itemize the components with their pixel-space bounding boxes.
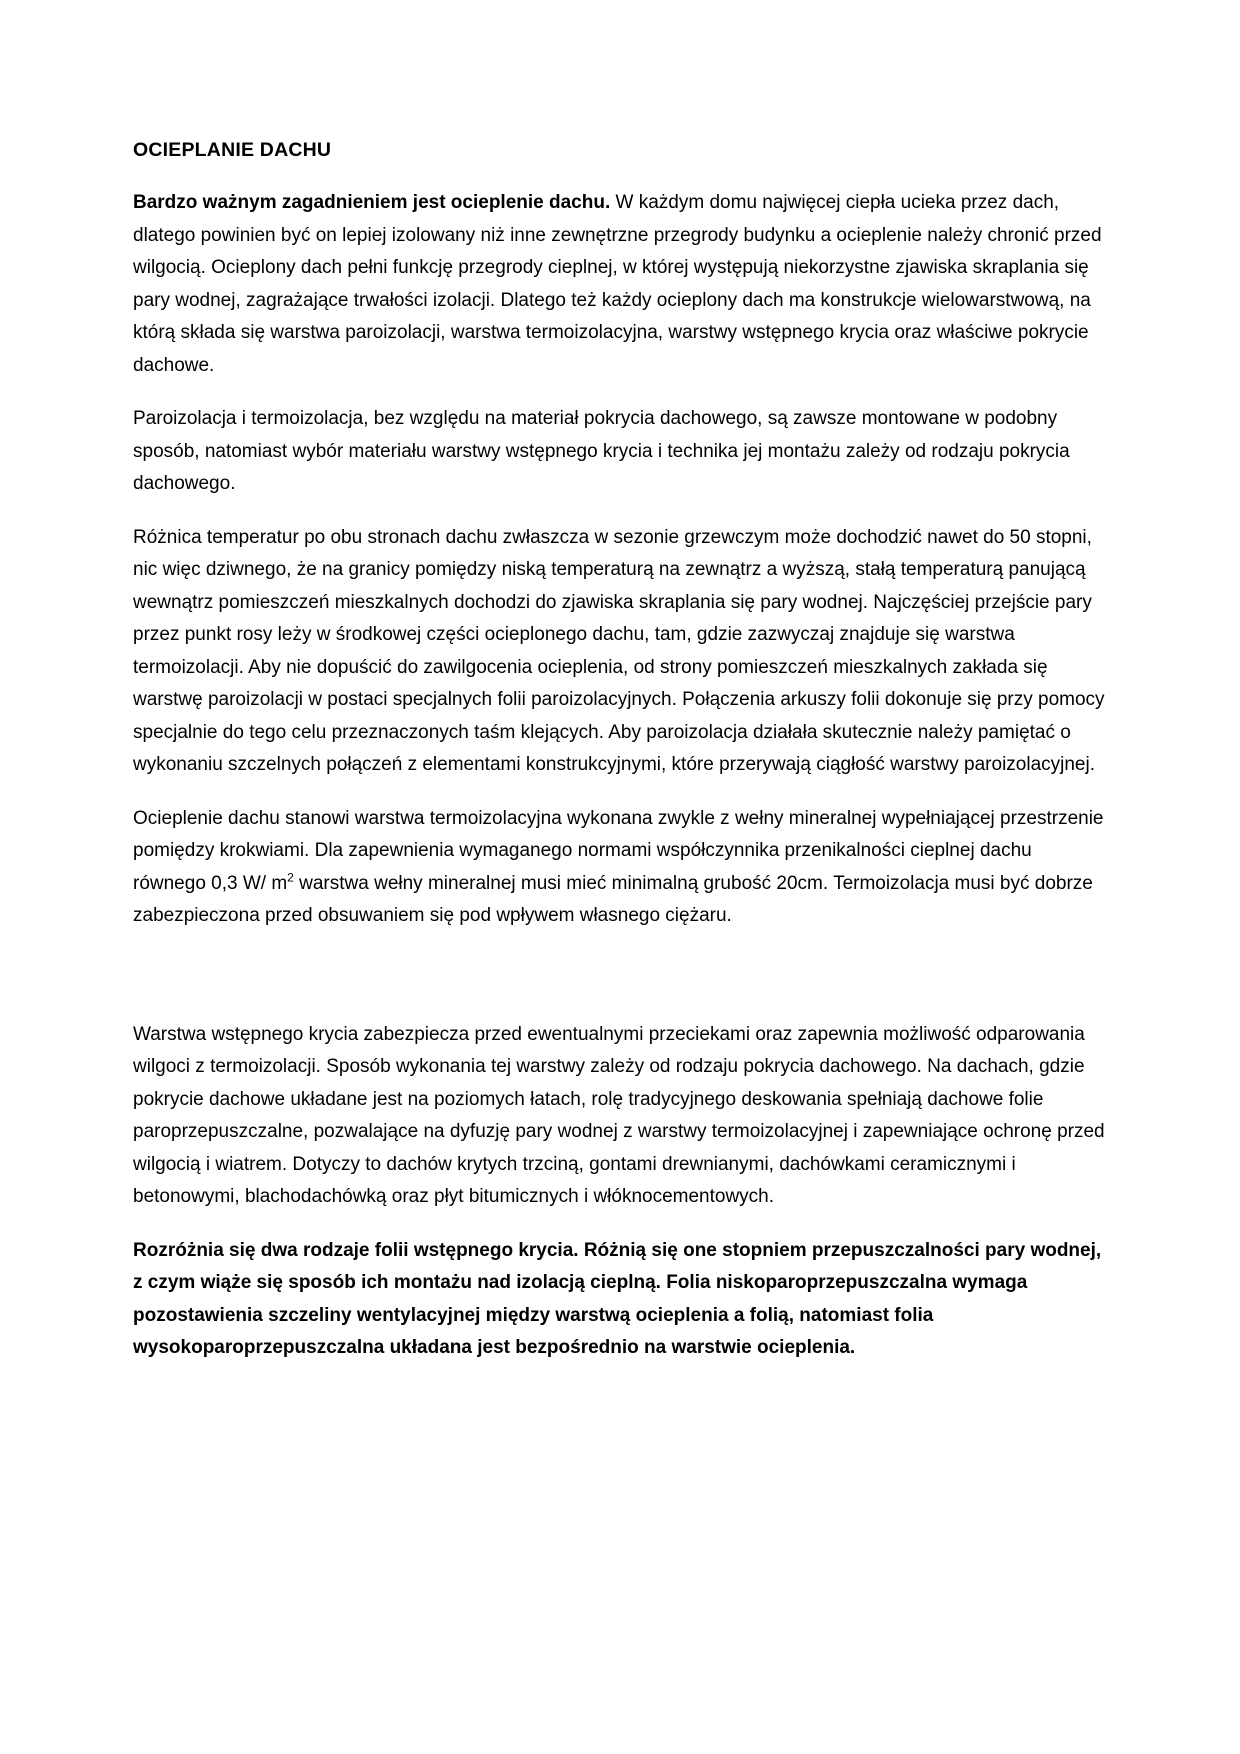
paragraph-warstwa-wstepnego-krycia: Warstwa wstępnego krycia zabezpiecza przed ewentualnymi przeciekami oraz zapewnia możliwość odparowania wilgoci z termoizolacji. Sposób wykonania tej warstwy zależy od rodzaju pokrycia dachowego. Na dachach, gdzie pokrycie dachowe układane jest na poziomych łatach, rolę tradycyjnego deskowania spełniają dachowe folie paroprzepuszczalne, pozwalające na dyfuzję pary wodnej z warstwy termoizolacyjnej i zapewniające ochronę przed wilgocią i wiatrem. Dotyczy to dachów krytych trzciną, gontami drewnianymi, dachówkami ceramicznymi i betonowymi, blachodachówką oraz płyt bitumicznych i włóknocementowych.	[133, 1023, 1105, 1207]
paragraph-ocieplenie-after-sup: warstwa wełny mineralnej musi mieć minimalną grubość 20cm. Termoizolacja musi być dobrze zabezpieczona przed obsuwaniem się pod wpływem własnego ciężaru.	[133, 872, 1093, 926]
document-title: OCIEPLANIE DACHU	[133, 139, 332, 161]
paragraph-ocieplenie-warstwa	[133, 803, 1107, 933]
paragraph-roznica-temperatur: Różnica temperatur po obu stronach dachu zwłaszcza w sezonie grzewczym może dochodzić nawet do 50 stopni, nic więc dziwnego, że na granicy pomiędzy niską temperaturą na zewnątrz a wyższą, stałą temperaturą panującą wewnątrz pomieszczeń mieszkalnych dochodzi do zjawiska skraplania się pary wodnej. Najczęściej przejście pary przez punkt rosy leży w środkowej części ocieplonego dachu, tam, gdzie zazwyczaj znajduje się warstwa termoizolacji. Aby nie dopuścić do zawilgocenia ocieplenia, od strony pomieszczeń mieszkalnych zakłada się warstwę paroizolacji w postaci specjalnych folii paroizolacyjnych. Połączenia arkuszy folii dokonuje się przy pomocy specjalnie do tego celu przeznaczonych taśm klejących. Aby paroizolacja działała skutecznie należy pamiętać o wykonaniu szczelnych połączeń z elementami konstrukcyjnymi, które przerywają ciągłość warstwy paroizolacyjnej.	[133, 526, 1105, 775]
paragraph-intro	[133, 187, 1107, 382]
paragraph-paroizolacja: Paroizolacja i termoizolacja, bez względu na materiał pokrycia dachowego, są zawsze montowane w podobny sposób, natomiast wybór materiału warstwy wstępnego krycia i technika jej montażu zależy od rodzaju pokrycia dachowego.	[133, 408, 1070, 494]
paragraph-rodzaje-folii-bold: Rozróżnia się dwa rodzaje folii wstępnego krycia. Różnią się one stopniem przepuszczalności pary wodnej, z czym wiąże się sposób ich montażu nad izolacją cieplną. Folia niskoparoprzepuszczalna wymaga pozostawienia szczeliny wentylacyjnej między warstwą ocieplenia a folią, natomiast folia wysokoparoprzepuszczalna układana jest bezpośrednio na warstwie ocieplenia.	[133, 1239, 1102, 1358]
paragraph-intro-bold-lead: Bardzo ważnym zagadnieniem jest ocieplenie dachu.	[133, 192, 611, 213]
paragraph-intro-body: W każdym domu najwięcej ciepła ucieka przez dach, dlatego powinien być on lepiej izolowany niż inne zewnętrzne przegrody budynku a ocieplenie należy chronić przed wilgocią. Ocieplony dach pełni funkcję przegrody cieplnej, w której występują niekorzystne zjawiska skraplania się pary wodnej, zagrażające trwałości izolacji. Dlatego też każdy ocieplony dach ma konstrukcje wielowarstwową, na którą składa się warstwa paroizolacji, warstwa termoizolacyjna, warstwy wstępnego krycia oraz właściwe pokrycie dachowe.	[133, 192, 1102, 376]
superscript-squared: 2	[287, 870, 294, 885]
paragraph-ocieplenie-before-sup: Ocieplenie dachu stanowi warstwa termoizolacyjna wykonana zwykle z wełny mineralnej wypełniającej przestrzenie pomiędzy krokwiami. Dla zapewnienia wymaganego normami współczynnika przenikalności cieplnej dachu równego 0,3 W/ m	[133, 807, 1104, 894]
